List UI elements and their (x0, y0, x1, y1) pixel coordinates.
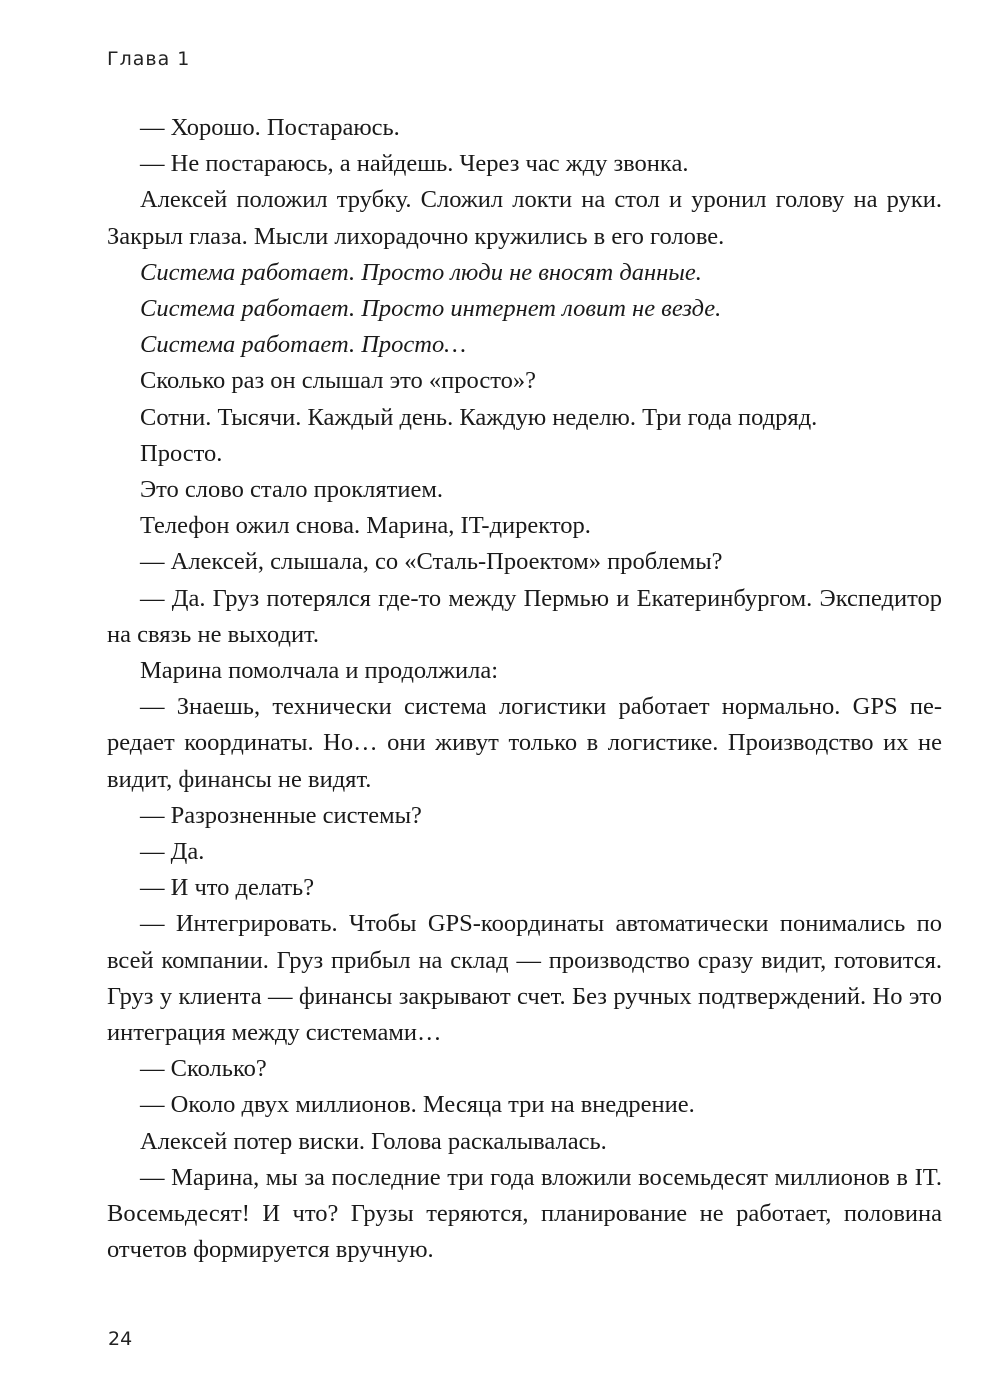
paragraph: — Сколько? (140, 1055, 267, 1083)
page-number: 24 (108, 1328, 133, 1350)
italic-paragraph: Система работает. Просто интернет ловит не везде. (140, 295, 722, 323)
italic-paragraph: Система работает. Просто люди не вносят данные. (140, 258, 702, 286)
paragraph: Сотни. Тысячи. Каждый день. Каждую неделю. Три года подряд. (140, 403, 818, 431)
paragraph: — Интегрировать. Чтобы GPS-координаты автоматически понимались по всей компании. Груз прибыл на склад — производство сразу видит, готовится. Груз у клиента — финансы закрывают счет. Без ручных подтверждений. Но это интеграция между системами… (107, 910, 942, 1047)
paragraph: Телефон ожил снова. Марина, IT-директор. (140, 512, 591, 540)
paragraph: — Да. (140, 838, 205, 866)
paragraph: Алексей потер виски. Голова раскалывалась. (140, 1127, 607, 1155)
paragraph: Просто. (140, 439, 223, 467)
paragraph: — Хорошо. Постараюсь. (140, 114, 400, 141)
paragraph: — И что делать? (140, 874, 315, 902)
paragraph: — Разрозненные системы? (140, 801, 422, 829)
italic-paragraph: Система работает. Просто… (140, 331, 467, 359)
paragraph: — Да. Груз потерялся где-то между Пермью и Екатеринбургом. Экспедитор на связь не выходит. (107, 584, 942, 648)
paragraph: — Не постараюсь, а найдешь. Через час жду звонка. (140, 150, 689, 178)
paragraph: — Марина, мы за последние три года вложили восемьдесят миллионов в IT. Восемьдесят! И что? Грузы теряются, планирование не работает, половина отчетов формируется вручную. (107, 1163, 942, 1264)
paragraph: Алексей положил трубку. Сложил локти на стол и уронил голову на руки. Закрыл глаза. Мысли лихорадочно кружились в его голове. (107, 186, 942, 250)
paragraph: Марина помолчала и продолжила: (140, 657, 499, 685)
paragraph: Сколько раз он слышал это «просто»? (140, 367, 537, 395)
paragraph: Это слово стало проклятием. (140, 476, 443, 504)
paragraph: — Около двух миллионов. Месяца три на внедрение. (140, 1091, 695, 1119)
body-text (107, 110, 942, 1269)
paragraph: — Алексей, слышала, со «Сталь-Проектом» проблемы? (140, 548, 723, 576)
paragraph: — Знаешь, технически система логистики работает нормально. GPS передает координаты. Но… они живут только в логистике. Производство их не видит, финансы не видят. (107, 693, 942, 793)
running-head-chapter: Глава 1 (107, 48, 191, 70)
